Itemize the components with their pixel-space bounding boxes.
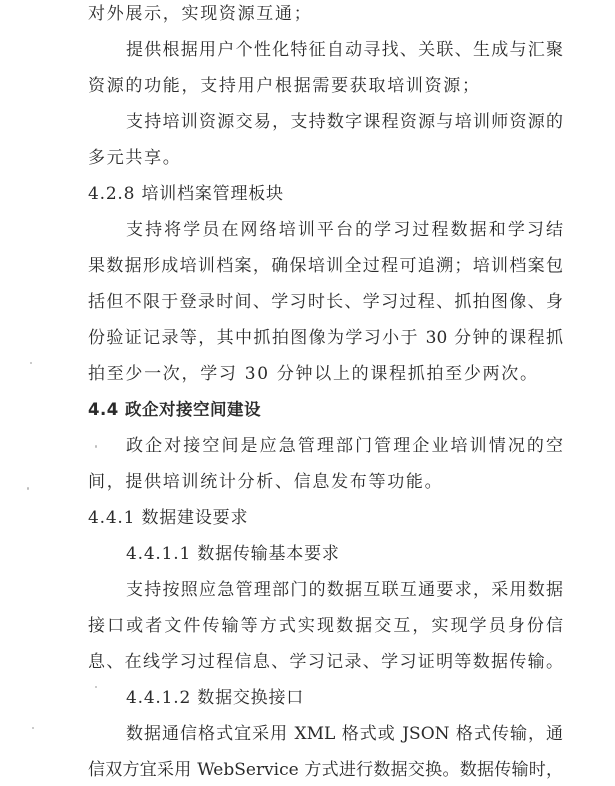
paragraph-line: 多元共享。 <box>88 148 182 168</box>
section-heading-4-4: 4.4 政企对接空间建设 <box>88 400 261 419</box>
paragraph-line: 政企对接空间是应急管理部门管理企业培训情况的空 <box>126 436 563 456</box>
scan-speck <box>27 487 29 490</box>
paragraph-line: 信双方宜采用 WebService 方式进行数据交换。数据传输时， <box>88 760 563 780</box>
paragraph-line: 数据通信格式宜采用 XML 格式或 JSON 格式传输，通 <box>126 724 563 744</box>
section-heading-4-4-1-2: 4.4.1.2 数据交换接口 <box>126 688 305 708</box>
paragraph-line: 支持按照应急管理部门的数据互联互通要求，采用数据 <box>126 580 563 600</box>
paragraph-line: 括但不限于登录时间、学习时长、学习过程、抓拍图像、身 <box>88 292 563 312</box>
section-heading-4-2-8: 4.2.8 培训档案管理板块 <box>88 184 284 204</box>
paragraph-line: 果数据形成培训档案，确保培训全过程可追溯；培训档案包 <box>88 256 563 276</box>
paragraph-line: 份验证记录等，其中抓拍图像为学习小于 30 分钟的课程抓 <box>88 328 563 348</box>
paragraph-line: 息、在线学习过程信息、学习记录、学习证明等数据传输。 <box>88 652 563 672</box>
section-heading-4-4-1: 4.4.1 数据建设要求 <box>88 508 249 528</box>
paragraph-line: 支持将学员在网络培训平台的学习过程数据和学习结 <box>126 220 563 240</box>
paragraph-line: 拍至少一次，学习 30 分钟以上的课程抓拍至少两次。 <box>88 364 539 384</box>
paragraph-line: 间，提供培训统计分析、信息发布等功能。 <box>88 472 444 492</box>
paragraph-line: 提供根据用户个性化特征自动寻找、关联、生成与汇聚 <box>126 40 563 60</box>
scan-speck <box>32 727 34 729</box>
paragraph-line: 支持培训资源交易，支持数字课程资源与培训师资源的 <box>126 112 563 132</box>
paragraph-line: 接口或者文件传输等方式实现数据交互，实现学员身份信 <box>88 616 563 636</box>
scan-speck <box>95 686 97 688</box>
paragraph-line: 资源的功能，支持用户根据需要获取培训资源； <box>88 76 481 96</box>
section-heading-4-4-1-1: 4.4.1.1 数据传输基本要求 <box>126 544 340 564</box>
scan-speck <box>95 445 97 448</box>
scan-speck <box>30 362 32 364</box>
paragraph-line: 对外展示，实现资源互通； <box>88 4 313 24</box>
